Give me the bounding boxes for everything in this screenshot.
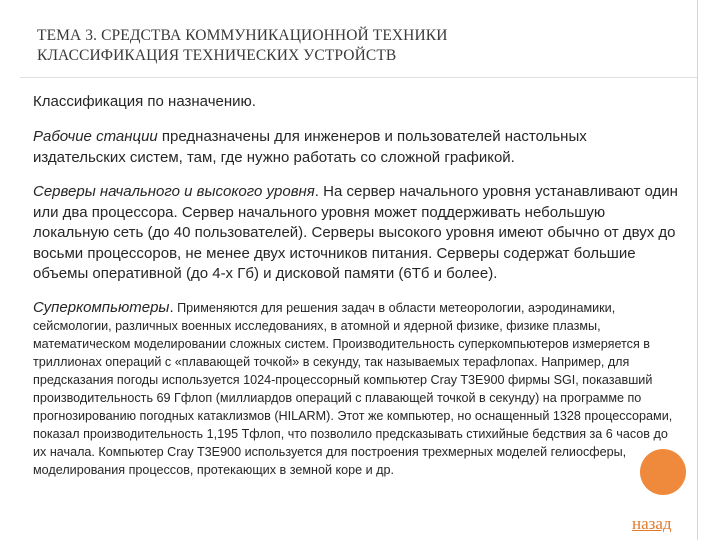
servers-paragraph [33,182,683,285]
right-border-rule [697,0,698,540]
title-line-1: ТЕМА 3. СРЕДСТВА КОММУНИКАЦИОННОЙ ТЕХНИКИ [37,27,448,44]
decorative-orange-circle [640,449,686,495]
workstations-paragraph [33,127,683,168]
slide-body [33,93,683,479]
slide-title [37,26,677,66]
back-link[interactable]: назад [632,514,672,533]
section-heading: Классификация по назначению. [33,93,256,110]
title-line-2: КЛАССИФИКАЦИЯ ТЕХНИЧЕСКИХ УСТРОЙСТВ [37,47,397,64]
supercomputers-term: Суперкомпьютеры [33,298,170,316]
supercomputers-dot: . [169,298,174,316]
workstations-text: предназначены для инженеров и пользователей настольных издательских систем, там, где нужно работать со сложной графикой. [33,128,587,166]
supercomputers-text: Применяются для решения задач в области метеорологии, аэродинамики, сейсмологии, различных военных исследованиях, в атомной и ядерной физике, физике плазмы, математическом моделировании сложных систем. Производительность суперкомпьютеров измеряется в триллионах операций с «плавающей точкой» в секунду, так называемых терафлопах. Например, для предсказания погоды используется 1024-процессорный компьютер Cray T3E900 фирмы SGI, показавший производительность 69 Гфлоп (миллиардов операций с плавающей точкой в секунду) на программе по прогнозированию погодных катаклизмов (HILARM). Этот же компьютер, но оснащенный 1328 процессорами, показал производительность 1,195 Тфлоп, что позволило предсказывать стихийные бедствия за 6 часов до их начала. Компьютер Cray T3E900 используется для построения трехмерных моделей гелиосферы, моделирования процессов, протекающих в земной коре и др. [33,300,673,477]
servers-term: Серверы начального и высокого уровня [33,183,315,200]
title-divider [20,77,697,78]
supercomputers-paragraph [33,299,683,479]
workstations-term: Рабочие станции [33,128,158,145]
servers-text: . На сервер начального уровня устанавливают один или два процессора. Сервер начального уровня может поддерживать небольшую локальную сеть (до 40 пользователей). Серверы высокого уровня имеют обычно от двух до восьми процессоров, не менее двух источников питания. Серверы содержат большие объемы оперативной (до 4-х Гб) и дисковой памяти (6Тб и более). [33,183,678,282]
